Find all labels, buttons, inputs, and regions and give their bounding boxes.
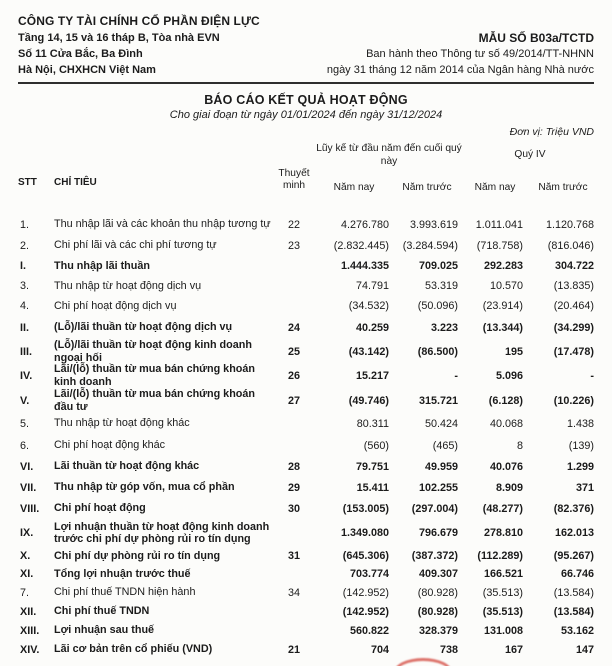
value-q4-prior: (13.584) <box>553 605 594 618</box>
column-header-label: Năm nay <box>333 182 375 193</box>
value-ytd-current: 15.217 <box>355 369 389 382</box>
column-header-label: Năm nay <box>474 182 516 193</box>
row-stt: XII. <box>20 605 37 618</box>
value-ytd-prior: 328.379 <box>418 624 458 637</box>
row-note: 34 <box>287 586 300 599</box>
value-ytd-current: 704 <box>370 643 389 656</box>
column-group-ytd: Lũy kế từ đầu năm đến cuối quý này <box>316 143 462 167</box>
table-row <box>18 363 598 388</box>
row-label: Chi phí thuế TNDN hiện hành <box>54 586 196 599</box>
row-note: 31 <box>287 550 300 562</box>
row-label: Thu nhập lãi thuần <box>54 259 150 272</box>
value-q4-current: 40.068 <box>489 417 523 430</box>
row-stt: XIII. <box>20 624 40 637</box>
row-note: 23 <box>287 239 300 252</box>
value-q4-prior: (13.584) <box>553 586 594 599</box>
value-q4-prior: 1.120.768 <box>545 218 594 231</box>
value-q4-prior: 147 <box>575 643 594 656</box>
report-period: Cho giai đoạn từ ngày 01/01/2024 đến ngày 31/12/2024 <box>169 109 443 121</box>
table-row <box>18 621 598 640</box>
row-label: Chi phí hoạt động dịch vụ <box>54 299 177 312</box>
column-header-stt: STT <box>18 177 37 188</box>
row-stt: XI. <box>20 568 34 580</box>
value-q4-current: 5.096 <box>495 369 523 382</box>
column-group-quarter: Quý IV <box>514 148 546 160</box>
value-ytd-prior: 796.679 <box>418 527 458 539</box>
table-row <box>18 296 598 316</box>
row-stt: 4. <box>20 300 30 312</box>
value-ytd-prior: 709.025 <box>418 260 458 272</box>
value-q4-prior: (17.478) <box>553 345 594 358</box>
row-label: Thu nhập từ hoạt động khác <box>54 417 190 430</box>
row-label: Lợi nhuận thuần từ hoạt động kinh doanh trước chi phí dự phòng rủi ro tín dụng <box>54 520 270 545</box>
value-q4-prior: 162.013 <box>554 527 594 539</box>
value-q4-current: (35.513) <box>482 605 523 618</box>
value-q4-current: 166.521 <box>483 568 523 580</box>
row-stt: 6. <box>20 439 30 452</box>
column-header-ytd-prior <box>392 182 462 195</box>
company-address-line2: Số 11 Cửa Bắc, Ba Đình <box>18 48 143 60</box>
value-q4-prior: 53.162 <box>560 624 594 637</box>
row-label: Chi phí hoạt động khác <box>54 439 166 452</box>
value-q4-prior: - <box>590 369 594 382</box>
row-label: Lợi nhuận sau thuế <box>54 624 155 637</box>
row-stt: 1. <box>20 218 30 231</box>
value-ytd-prior: 50.424 <box>424 417 458 430</box>
value-q4-prior: (95.267) <box>553 550 594 562</box>
value-ytd-current: 1.349.080 <box>340 527 389 539</box>
value-ytd-prior: - <box>454 369 458 382</box>
column-header-label: Năm trước <box>402 182 452 193</box>
table-row <box>18 435 598 456</box>
value-ytd-current: 703.774 <box>349 568 389 580</box>
form-issuance-line1: Ban hành theo Thông tư số 49/2014/TT-NHNN <box>366 48 594 60</box>
row-label: Lãi/(lỗ) thuần từ mua bán chứng khoán kinh doanh <box>54 363 255 388</box>
value-ytd-prior: (86.500) <box>417 345 458 358</box>
row-note: 24 <box>287 321 300 334</box>
value-q4-prior: (13.835) <box>553 280 594 292</box>
row-stt: 2. <box>20 239 30 252</box>
stamp-mark <box>394 658 452 666</box>
row-stt: IX. <box>20 527 34 539</box>
row-stt: 5. <box>20 417 30 430</box>
value-ytd-prior: (387.372) <box>411 550 458 562</box>
value-ytd-prior: (80.928) <box>417 586 458 599</box>
row-label: Chi phí thuế TNDN <box>54 605 150 618</box>
value-q4-prior: (139) <box>568 439 594 452</box>
row-note: 22 <box>287 218 300 231</box>
value-q4-current: (35.513) <box>482 586 523 599</box>
form-code: MẪU SỐ B03a/TCTD <box>478 31 594 45</box>
value-q4-prior: 371 <box>575 481 594 494</box>
value-q4-current: 8 <box>516 439 523 452</box>
value-ytd-current: 15.411 <box>356 481 389 494</box>
table-row <box>18 388 598 412</box>
value-ytd-current: 79.751 <box>355 460 389 473</box>
table-row <box>18 477 598 498</box>
value-q4-prior: 1.299 <box>566 460 594 473</box>
table-row <box>18 339 598 363</box>
value-q4-prior: 1.438 <box>566 417 594 430</box>
company-name: CÔNG TY TÀI CHÍNH CỔ PHẦN ĐIỆN LỰC <box>18 14 260 28</box>
value-q4-current: (6.128) <box>488 394 523 407</box>
header-divider <box>18 82 594 84</box>
row-note: 21 <box>287 643 300 656</box>
value-ytd-current: (43.142) <box>348 345 389 358</box>
value-ytd-current: (560) <box>363 439 389 452</box>
row-label: (Lỗ)/lãi thuần từ hoạt động dịch vụ <box>54 321 233 334</box>
value-q4-prior: (20.464) <box>553 300 594 312</box>
row-note: 27 <box>287 394 300 407</box>
row-stt: VIII. <box>20 502 40 515</box>
value-ytd-current: (645.306) <box>342 550 389 562</box>
row-stt: XIV. <box>20 643 40 656</box>
row-note: 29 <box>287 481 300 494</box>
row-stt: VII. <box>20 481 37 494</box>
value-ytd-prior: (297.004) <box>411 502 458 515</box>
table-row <box>18 498 598 519</box>
table-row <box>18 519 598 547</box>
value-ytd-prior: 102.255 <box>418 481 458 494</box>
row-label: Thu nhập từ hoạt động dịch vụ <box>54 279 202 292</box>
value-ytd-current: 74.791 <box>355 280 389 292</box>
row-label: Thu nhập từ góp vốn, mua cổ phần <box>54 481 235 494</box>
table-row <box>18 602 598 621</box>
value-q4-prior: (34.299) <box>553 321 594 334</box>
value-q4-current: (48.277) <box>482 502 523 515</box>
value-q4-current: (718.758) <box>476 239 523 252</box>
value-q4-prior: (816.046) <box>547 239 594 252</box>
row-label: Chi phí dự phòng rủi ro tín dụng <box>54 549 221 562</box>
unit-label: Đơn vị: Triệu VND <box>509 126 594 138</box>
value-ytd-prior: 3.223 <box>430 321 458 334</box>
value-ytd-current: (142.952) <box>342 586 389 599</box>
row-note: 25 <box>287 345 300 358</box>
value-q4-current: (112.289) <box>477 550 523 562</box>
table-row <box>18 583 598 602</box>
row-stt: IV. <box>20 369 33 382</box>
row-note: 26 <box>287 369 300 382</box>
table-row <box>18 214 598 235</box>
table-row <box>18 235 598 256</box>
value-ytd-current: (49.746) <box>348 394 389 407</box>
value-ytd-current: 80.311 <box>356 417 389 430</box>
row-note: 30 <box>287 502 300 515</box>
value-q4-current: (13.344) <box>482 321 523 334</box>
value-q4-current: 292.283 <box>483 260 523 272</box>
value-q4-prior: (82.376) <box>553 502 594 515</box>
table-body <box>18 214 598 659</box>
value-ytd-current: 4.276.780 <box>340 218 389 231</box>
value-q4-current: 167 <box>504 643 523 656</box>
table-row <box>18 316 598 339</box>
value-ytd-current: 1.444.335 <box>340 260 389 272</box>
row-stt: II. <box>20 321 29 334</box>
row-stt: X. <box>20 550 31 562</box>
column-header-q4-prior <box>528 182 598 195</box>
value-ytd-current: (142.952) <box>342 605 389 618</box>
value-ytd-prior: (80.928) <box>417 605 458 618</box>
value-q4-current: (23.914) <box>482 300 523 312</box>
value-ytd-current: (2.832.445) <box>333 239 389 252</box>
value-q4-current: 278.810 <box>483 527 523 539</box>
column-header-ytd-current <box>316 182 392 195</box>
table-row <box>18 547 598 565</box>
value-q4-current: 8.909 <box>495 481 523 494</box>
value-ytd-prior: 53.319 <box>424 280 458 292</box>
value-q4-prior: (10.226) <box>553 394 594 407</box>
row-note: 28 <box>287 460 300 473</box>
value-q4-prior: 66.746 <box>560 568 594 580</box>
value-q4-current: 40.076 <box>489 460 523 473</box>
value-ytd-current: (153.005) <box>342 502 389 515</box>
table-row <box>18 640 598 659</box>
value-ytd-prior: 738 <box>439 643 458 656</box>
row-stt: III. <box>20 345 32 358</box>
row-label: Chi phí lãi và các chi phí tương tự <box>54 239 217 252</box>
report-title: BÁO CÁO KẾT QUẢ HOẠT ĐỘNG <box>204 93 408 107</box>
value-q4-current: 10.570 <box>489 280 523 292</box>
row-label: (Lỗ)/lãi thuần từ hoạt động kinh doanh ngoại hối <box>54 339 252 364</box>
value-q4-current: 1.011.041 <box>475 218 523 231</box>
row-stt: I. <box>20 260 26 272</box>
value-ytd-current: 40.259 <box>355 321 389 334</box>
row-label: Lãi/(lỗ) thuần từ mua bán chứng khoán đầu tư <box>54 388 255 413</box>
row-label: Lãi cơ bản trên cổ phiếu (VND) <box>54 643 213 656</box>
row-label: Thu nhập lãi và các khoản thu nhập tương tự <box>54 218 271 231</box>
row-label: Lãi thuần từ hoạt động khác <box>54 460 200 473</box>
row-label: Tổng lợi nhuận trước thuế <box>54 567 191 580</box>
company-block <box>18 12 260 78</box>
value-ytd-prior: 409.307 <box>418 568 458 580</box>
form-issuance-line2: ngày 31 tháng 12 năm 2014 của Ngân hàng Nhà nước <box>326 64 594 76</box>
row-stt: V. <box>20 394 30 407</box>
row-label: Chi phí hoạt động <box>54 502 146 515</box>
value-ytd-current: (34.532) <box>348 300 389 312</box>
column-header-item: CHỈ TIÊU <box>54 177 97 188</box>
row-stt: 7. <box>20 586 30 599</box>
value-q4-current: 195 <box>504 345 523 358</box>
table-row <box>18 276 598 296</box>
company-address-line3: Hà Nội, CHXHCN Việt Nam <box>18 64 156 76</box>
table-row <box>18 565 598 583</box>
column-header-note: Thuyết minh <box>278 168 310 191</box>
table-row <box>18 256 598 276</box>
value-ytd-prior: (465) <box>432 439 458 452</box>
row-stt: VI. <box>20 460 34 473</box>
value-q4-prior: 304.722 <box>554 260 594 272</box>
form-block <box>327 30 594 78</box>
table-row <box>18 456 598 477</box>
column-header-label: Năm trước <box>538 182 588 193</box>
value-ytd-prior: 3.993.619 <box>409 218 458 231</box>
value-ytd-prior: 315.721 <box>418 394 458 407</box>
value-q4-current: 131.008 <box>483 624 523 637</box>
table-row <box>18 412 598 435</box>
letterhead <box>0 0 612 78</box>
table-header <box>18 140 598 195</box>
value-ytd-prior: (50.096) <box>417 300 458 312</box>
value-ytd-current: 560.822 <box>349 624 389 637</box>
row-stt: 3. <box>20 280 30 292</box>
column-header-q4-current <box>462 182 528 195</box>
value-ytd-prior: 49.959 <box>424 460 458 473</box>
value-ytd-prior: (3.284.594) <box>402 239 458 252</box>
company-address-line1: Tầng 14, 15 và 16 tháp B, Tòa nhà EVN <box>18 32 220 44</box>
